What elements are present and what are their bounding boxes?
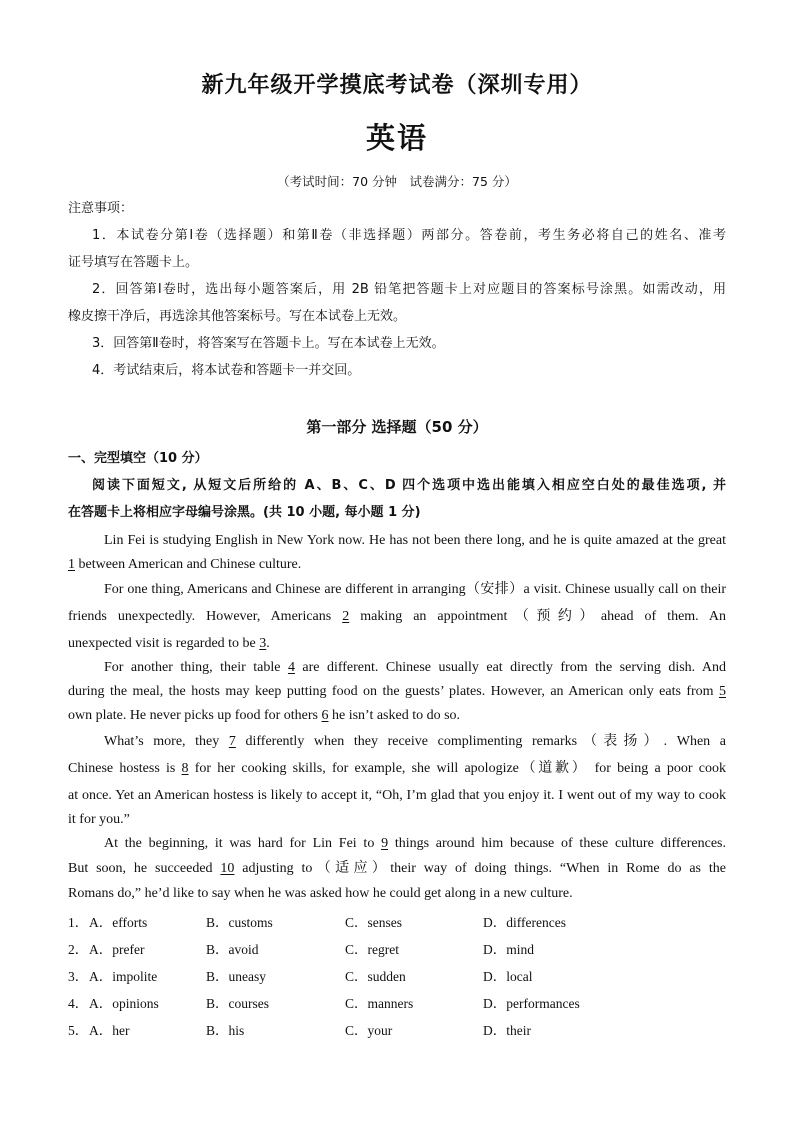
passage-line: own plate. He never picks up food for others 6 he isn’t asked to do so.: [68, 708, 461, 723]
passage-line: But soon, he succeeded 10 adjusting to（适应）their way of doing things. “When in Rome do as the: [68, 861, 726, 876]
option-b[interactable]: B．courses: [206, 996, 269, 1011]
passage-line: at once. Yet an American hostess is likely to accept it, “Oh, I’m glad that you enjoy it. I went out of my way to cook: [68, 788, 726, 803]
passage-line: Lin Fei is studying English in New York now. He has not been there long, and he is quite amazed at the great: [104, 533, 726, 548]
passage-line: At the beginning, it was hard for Lin Fei to 9 things around him because of these culture differences.: [104, 836, 726, 851]
option-a[interactable]: A．prefer: [89, 942, 145, 957]
note-4: 4．考试结束后，将本试卷和答题卡一并交回。: [92, 363, 361, 378]
passage-line: 1 between American and Chinese culture.: [68, 557, 302, 572]
notes-heading: 注意事项：: [68, 201, 134, 216]
exam-info: （考试时间：70 分钟 试卷满分：75 分）: [277, 174, 517, 189]
option-d[interactable]: D．performances: [483, 996, 580, 1011]
blank-8: 8: [181, 761, 189, 776]
instruction-b: 在答题卡上将相应字母编号涂黑。(共 10 小题, 每小题 1 分): [68, 505, 421, 520]
note-1a: 1．本试卷分第Ⅰ卷（选择题）和第Ⅱ卷（非选择题）两部分。答卷前，考生务必将自己的姓名、准考: [92, 228, 726, 243]
option-a[interactable]: A．her: [89, 1023, 130, 1038]
option-d[interactable]: D．differences: [483, 915, 566, 930]
option-c[interactable]: C．manners: [345, 996, 414, 1011]
option-b[interactable]: B．avoid: [206, 942, 259, 957]
passage-line: friends unexpectedly. However, Americans 2 making an appointment（预约）ahead of them. An: [68, 609, 727, 624]
blank-1: 1: [68, 557, 75, 572]
instruction-a: 阅读下面短文, 从短文后所给的 A、B、C、D 四个选项中选出能填入相应空白处的最佳选项, 并: [92, 478, 726, 493]
question-number: 4．: [68, 996, 89, 1011]
option-d[interactable]: D．their: [483, 1023, 531, 1038]
exam-title: 新九年级开学摸底考试卷（深圳专用）: [201, 73, 593, 98]
option-d[interactable]: D．local: [483, 969, 533, 984]
subject-title: 英语: [365, 121, 428, 155]
option-d[interactable]: D．mind: [483, 942, 535, 957]
question-number: 2．: [68, 942, 89, 957]
blank-6: 6: [321, 708, 329, 723]
question-number: 3．: [68, 969, 89, 984]
question-number: 1．: [68, 915, 89, 930]
part-title: 第一部分 选择题（50 分）: [306, 418, 488, 436]
note-1b: 证号填写在答题卡上。: [68, 255, 199, 270]
passage-line: during the meal, the hosts may keep putting food on the guests’ plates. However, an American only eats from 5: [68, 684, 726, 699]
option-b[interactable]: B．uneasy: [206, 969, 266, 984]
option-a[interactable]: A．impolite: [89, 969, 158, 984]
passage-line: What’s more, they 7 differently when they receive complimenting remarks（表扬）. When a: [104, 734, 726, 749]
option-a[interactable]: A．opinions: [89, 996, 159, 1011]
passage-line: For another thing, their table 4 are different. Chinese usually eat directly from the serving dish. And: [104, 660, 726, 675]
option-c[interactable]: C．sudden: [345, 969, 406, 984]
blank-5: 5: [719, 684, 726, 699]
passage-line: Chinese hostess is 8 for her cooking skills, for example, she will apologize（道歉） for being a poor cook: [68, 761, 727, 776]
passage-line: unexpected visit is regarded to be 3.: [68, 636, 270, 651]
note-3: 3．回答第Ⅱ卷时，将答案写在答题卡上。写在本试卷上无效。: [92, 336, 445, 351]
option-b[interactable]: B．customs: [206, 915, 273, 930]
passage-line: Romans do,” he’d like to say when he was asked how he could get along in a new culture.: [68, 886, 573, 901]
option-c[interactable]: C．regret: [345, 942, 399, 957]
blank-3: 3: [259, 636, 267, 651]
question-number: 5．: [68, 1023, 89, 1038]
option-a[interactable]: A．efforts: [89, 915, 148, 930]
blank-4: 4: [287, 660, 295, 675]
blank-2: 2: [342, 609, 350, 624]
note-2b: 橡皮擦干净后，再选涂其他答案标号。写在本试卷上无效。: [68, 309, 407, 324]
blank-9: 9: [381, 836, 389, 851]
option-c[interactable]: C．your: [345, 1023, 393, 1038]
blank-10: 10: [220, 861, 235, 876]
option-b[interactable]: B．his: [206, 1023, 245, 1038]
blank-7: 7: [228, 734, 236, 749]
passage-line: it for you.”: [68, 812, 130, 827]
section-heading: 一、完型填空（10 分）: [68, 451, 208, 466]
option-c[interactable]: C．senses: [345, 915, 402, 930]
passage-line: For one thing, Americans and Chinese are different in arranging（安排）a visit. Chinese usually call on their: [104, 582, 726, 597]
note-2a: 2．回答第Ⅰ卷时，选出每小题答案后，用 2B 铅笔把答题卡上对应题目的答案标号涂黑。如需改动，用: [92, 282, 726, 297]
